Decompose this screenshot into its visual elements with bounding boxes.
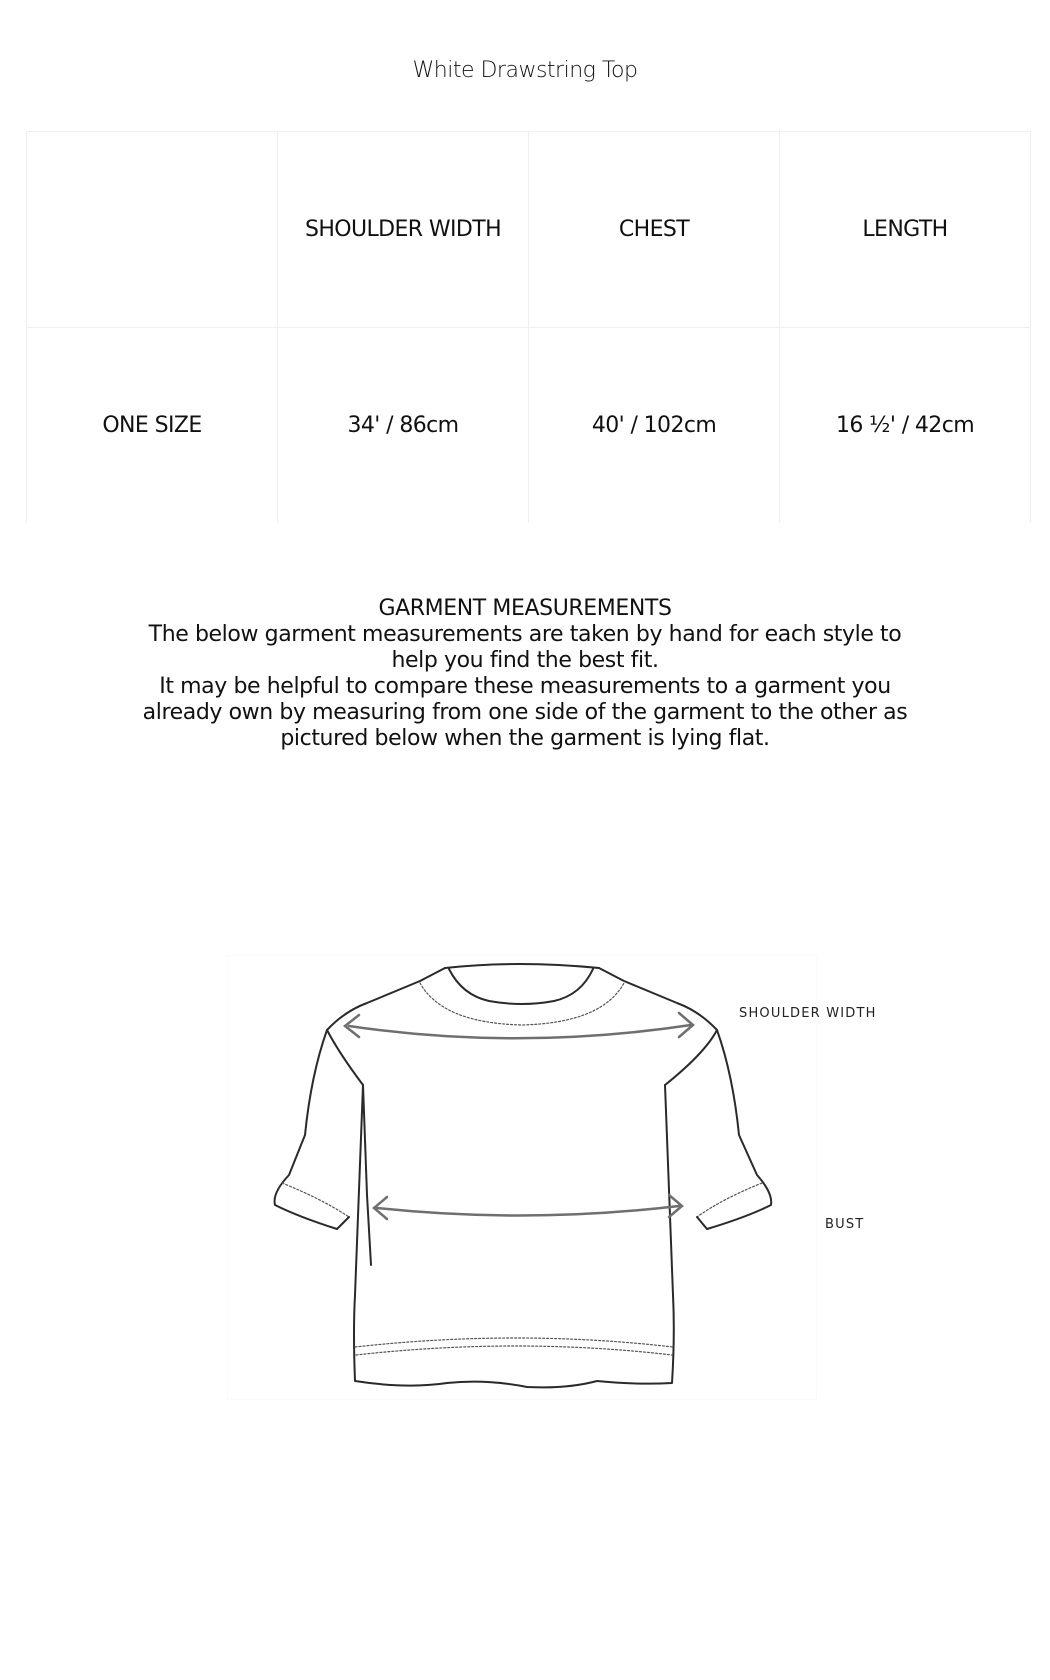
t-shirt-illustration xyxy=(227,955,817,1400)
table-header-cell: SHOULDER WIDTH xyxy=(278,132,529,328)
page-title: White Drawstring Top xyxy=(412,58,638,83)
diagram-frame xyxy=(227,955,817,1400)
table-cell: ONE SIZE xyxy=(27,328,278,524)
measurements-text-1: The below garment measurements are taken by hand for each style to help you find the best fit. xyxy=(148,622,902,673)
measurements-text-2: It may be helpful to compare these measurements to a garment you already own by measuring from one side of the garment to the other as pictured below when the garment is lying flat. xyxy=(142,674,908,751)
table-header-row xyxy=(27,132,1031,328)
measurements-heading: GARMENT MEASUREMENTS xyxy=(378,596,672,621)
size-chart-table xyxy=(26,131,1031,523)
shoulder-width-label: SHOULDER WIDTH xyxy=(739,1006,877,1021)
table-cell: 16 ½' / 42cm xyxy=(780,328,1031,524)
table-header-cell: CHEST xyxy=(529,132,780,328)
table-header-cell: LENGTH xyxy=(780,132,1031,328)
table-cell: 34' / 86cm xyxy=(278,328,529,524)
table-cell: 40' / 102cm xyxy=(529,328,780,524)
bust-label: BUST xyxy=(825,1217,865,1232)
table-row xyxy=(27,328,1031,524)
table-header-cell xyxy=(27,132,278,328)
measurements-info xyxy=(0,596,1050,752)
garment-diagram xyxy=(227,955,877,1400)
